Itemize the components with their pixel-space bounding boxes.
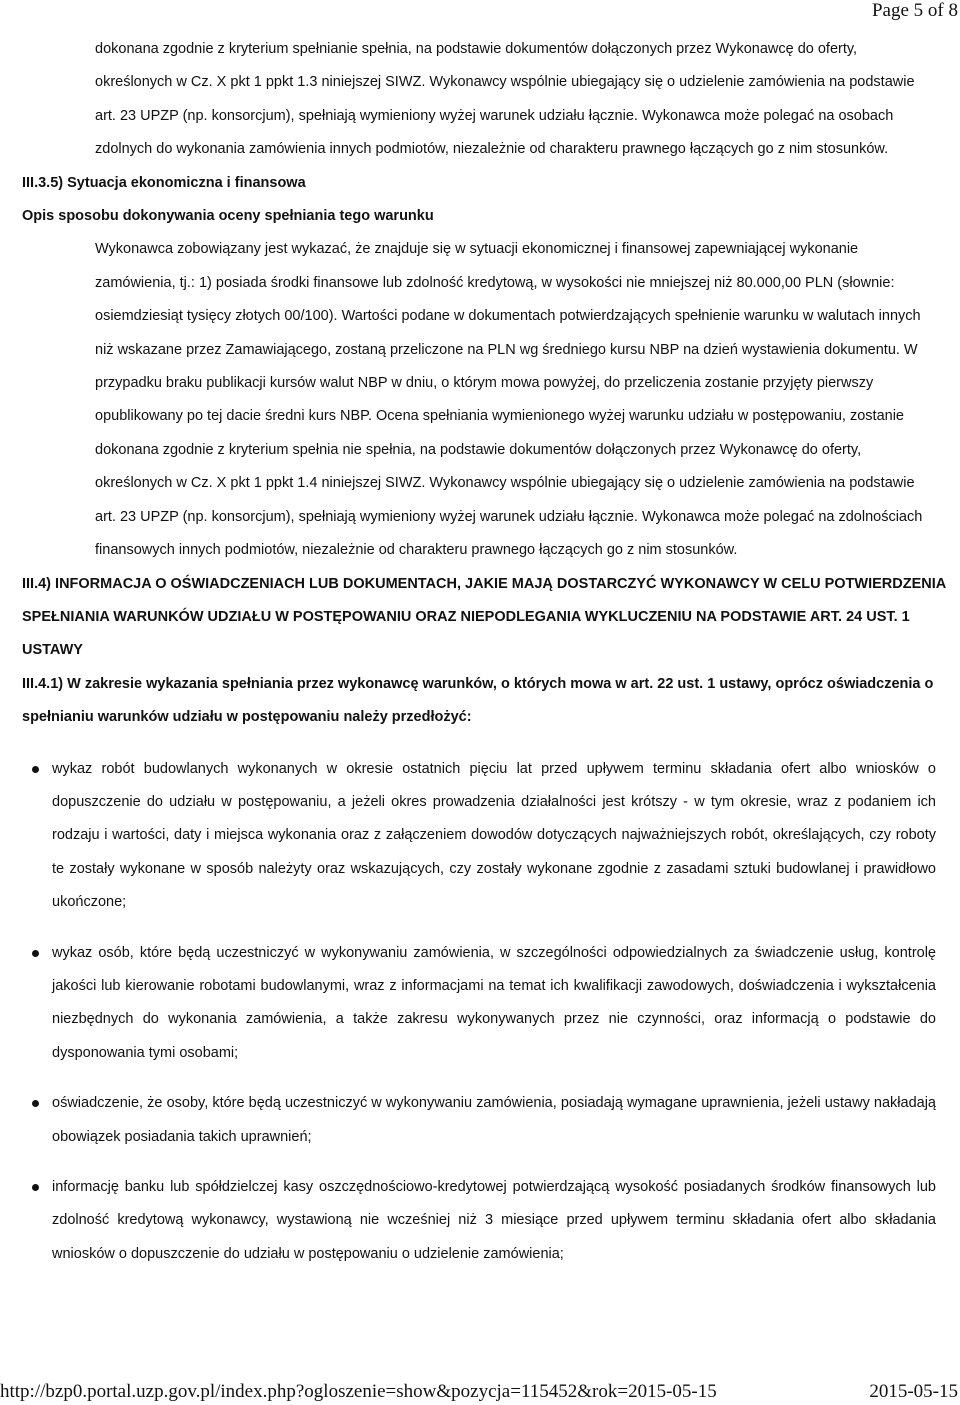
page-number: Page 5 of 8 [871, 0, 958, 21]
required-documents-list [0, 753, 960, 1272]
section-title-documents-conditions: III.4.1) W zakresie wykazania spełniania przez wykonawcę warunków, o których mowa w art. 22 ust. 1 ustawy, oprócz oświadczenia o spełnianiu warunków udziału w postępowaniu należy przedłożyć: [22, 675, 934, 726]
footer-date: 2015-05-15 [869, 1381, 958, 1402]
section-subtitle-assessment: Opis sposobu dokonywania oceny spełniania tego warunku [22, 208, 434, 225]
section-title-economic-situation: III.3.5) Sytuacja ekonomiczna i finansowa [22, 174, 306, 191]
list-item [0, 753, 960, 920]
footer-url: http://bzp0.portal.uzp.gov.pl/index.php?ogloszenie=show&pozycja=115452&rok=2015-05-15 [0, 1381, 717, 1402]
list-item [0, 1087, 960, 1154]
intro-paragraph: dokonana zgodnie z kryterium spełnianie spełnia, na podstawie dokumentów dołączonych przez Wykonawcę do oferty, określonych w Cz. X pkt 1 ppkt 1.3 niniejszej SIWZ. Wykonawcy wspólnie ubiegający się o udzielenie zamówienia na podstawie art. 23 UPZP (np. konsorcjum), spełniają wymieniony wyżej warunek udziału łącznie. Wykonawca może polegać na osobach zdolnych do wykonania zamówienia innych podmiotów, niezależnie od charakteru prawnego łączących go z nim stosunków. [95, 41, 915, 158]
list-item-text: informację banku lub spółdzielczej kasy oszczędnościowo-kredytowej potwierdzającą wysokość posiadanych środków finansowych lub zdolność kredytową wykonawcy, wystawioną nie wcześniej niż 3 miesiące przed upływem terminu składania ofert albo składania wniosków o dopuszczenie do udziału w postępowaniu o udzielenie zamówienia; [52, 1179, 936, 1262]
list-item-text: wykaz robót budowlanych wykonanych w okresie ostatnich pięciu lat przed upływem terminu składania ofert albo wniosków o dopuszczenie do udziału w postępowaniu, a jeżeli okres prowadzenia działalności jest krótszy - w tym okresie, wraz z podaniem ich rodzaju i wartości, daty i miejsca wykonania oraz z załączeniem dowodów dotyczących najważniejszych robót, określających, czy roboty te zostały wykonane w sposób należyty oraz wskazujących, czy zostały wykonane zgodnie z zasadami sztuki budowlanej i prawidłowo ukończone; [52, 760, 936, 911]
document-body [0, 33, 960, 1271]
economic-situation-body: Wykonawca zobowiązany jest wykazać, że znajduje się w sytuacji ekonomicznej i finansowej zapewniającej wykonanie zamówienia, tj.: 1) posiada środki finansowe lub zdolność kredytową, w wysokości nie mniejszej niż 80.000,00 PLN (słownie: osiemdziesiąt tysięcy złotych 00/100). Wartości podane w dokumentach potwierdzających spełnienie warunku w walutach innych niż wskazane przez Zamawiającego, zostaną przeliczone na PLN wg średniego kursu NBP na dzień wystawienia dokumentu. W przypadku braku publikacji kursów walut NBP w dniu, o którym mowa powyżej, do przeliczenia zostanie przyjęty pierwszy opublikowany po tej dacie średni kurs NBP. Ocena spełniania wymienionego wyżej warunku udziału w postępowaniu, zostanie dokonana zgodnie z kryterium spełnia nie spełnia, na podstawie dokumentów dołączonych przez Wykonawcę do oferty, określonych w Cz. X pkt 1 ppkt 1.4 niniejszej SIWZ. Wykonawcy wspólnie ubiegający się o udzielenie zamówienia na podstawie art. 23 UPZP (np. konsorcjum), spełniają wymieniony wyżej warunek udziału łącznie. Wykonawca może polegać na zdolnościach finansowych innych podmiotów, niezależnie od charakteru prawnego łączących go z nim stosunków. [95, 241, 923, 559]
list-item-text: oświadczenie, że osoby, które będą uczestniczyć w wykonywaniu zamówienia, posiadają wymagane uprawnienia, jeżeli ustawy nakładają obowiązek posiadania takich uprawnień; [52, 1095, 936, 1145]
bullet-icon [32, 1100, 39, 1107]
bullet-icon [32, 950, 39, 957]
bullet-icon [32, 1184, 39, 1191]
list-item [0, 1171, 960, 1271]
list-item-text: wykaz osób, które będą uczestniczyć w wykonywaniu zamówienia, w szczególności odpowiedzialnych za świadczenie usług, kontrolę jakości lub kierowanie robotami budowlanymi, wraz z informacjami na temat ich kwalifikacji zawodowych, doświadczenia i wykształcenia niezbędnych do wykonania zamówienia, a także zakresu wykonywanych przez nie czynności, oraz informacją o podstawie do dysponowania tymi osobami; [52, 944, 936, 1061]
list-item [0, 937, 960, 1071]
bullet-icon [32, 766, 39, 773]
section-title-documents: III.4) INFORMACJA O OŚWIADCZENIACH LUB DOKUMENTACH, JAKIE MAJĄ DOSTARCZYĆ WYKONAWCY W CELU POTWIERDZENIA SPEŁNIANIA WARUNKÓW UDZIAŁU W POSTĘPOWANIU ORAZ NIEPODLEGANIA WYKLUCZENIU NA PODSTAWIE ART. 24 UST. 1 USTAWY [22, 575, 946, 659]
